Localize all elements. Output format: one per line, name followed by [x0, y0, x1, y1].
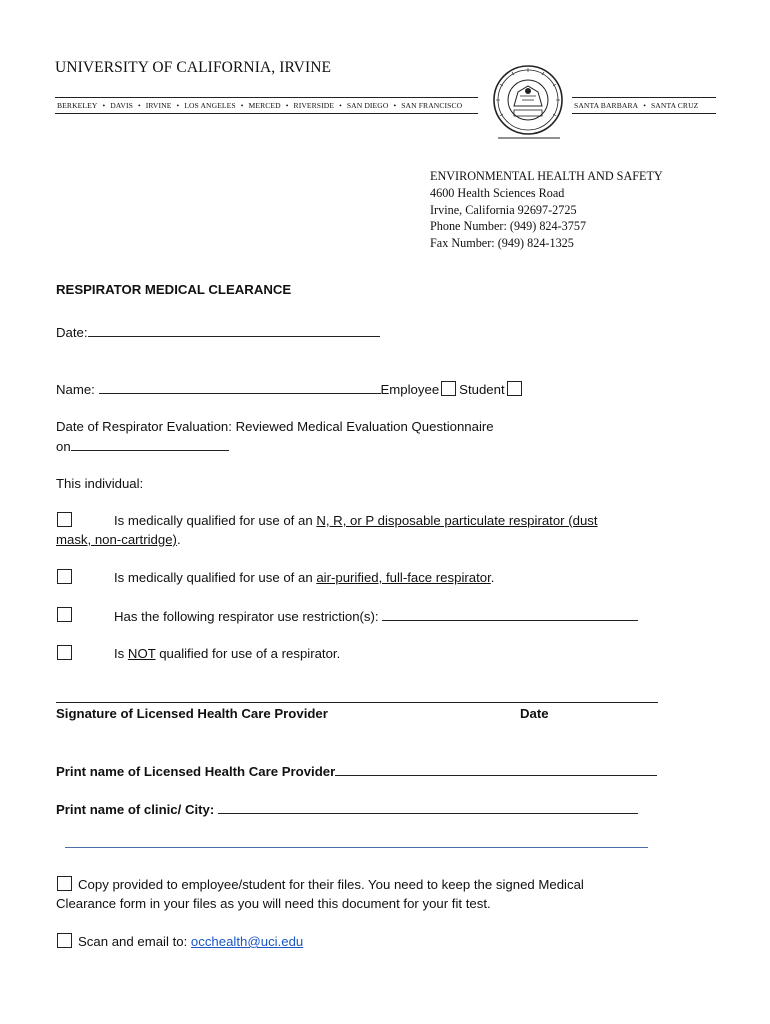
- option-particulate-suffix: .: [176, 532, 181, 547]
- campus-separator: •: [393, 101, 397, 110]
- campus-left-4: MERCED: [248, 101, 281, 110]
- signature-label: Signature of Licensed Health Care Provider: [56, 706, 328, 721]
- campus-list-left: [57, 101, 462, 110]
- campus-left-1: DAVIS: [110, 101, 133, 110]
- department-name: ENVIRONMENTAL HEALTH AND SAFETY: [430, 169, 663, 183]
- campus-right-1: SANTA CRUZ: [650, 101, 699, 110]
- campus-left-7: SAN FRANCISCO: [401, 101, 463, 110]
- option-fullface-text: [114, 570, 494, 585]
- campus-left-6: SAN DIEGO: [346, 101, 389, 110]
- scan-email-checkbox[interactable]: [57, 933, 72, 948]
- copy-provided-line1: Copy provided to employee/student for their files. You need to keep the signed Medical: [78, 877, 584, 892]
- date-label: Date:: [56, 325, 88, 340]
- campus-list-right: [574, 101, 698, 110]
- letterhead-rule-left-top: [55, 97, 478, 98]
- form-title: RESPIRATOR MEDICAL CLEARANCE: [56, 282, 292, 297]
- date-field[interactable]: [88, 324, 380, 337]
- phone-number: Phone Number: (949) 824-3757: [430, 219, 587, 234]
- name-label: Name:: [56, 382, 99, 397]
- print-clinic-field[interactable]: [218, 801, 638, 814]
- campus-left-3: LOS ANGELES: [184, 101, 236, 110]
- option-fullface-checkbox[interactable]: [57, 569, 72, 584]
- option-not-qualified-text: [114, 646, 340, 661]
- campus-separator: •: [339, 101, 342, 110]
- evaluation-row: [56, 438, 229, 454]
- email-link[interactable]: occhealth@uci.edu: [190, 934, 304, 949]
- option-particulate-prefix: Is medically qualified for use of an: [114, 513, 317, 528]
- option-particulate-checkbox[interactable]: [57, 512, 72, 527]
- campus-separator: •: [102, 101, 106, 110]
- option-fullface-prefix: Is medically qualified for use of an: [114, 570, 317, 585]
- signature-date-label: Date: [520, 706, 549, 721]
- campus-left-5: RIVERSIDE: [293, 101, 335, 110]
- option-not-qualified-checkbox[interactable]: [57, 645, 72, 660]
- name-field[interactable]: [99, 381, 381, 394]
- campus-separator: •: [137, 101, 141, 110]
- option-restriction-label: Has the following respirator use restriction(s):: [114, 609, 383, 624]
- option-particulate-underlined: N, R, or P disposable particulate respirator (dust: [316, 513, 598, 528]
- campus-separator: •: [643, 101, 646, 110]
- print-clinic-label: Print name of clinic/ City:: [56, 802, 218, 817]
- letterhead-rule-left-bottom: [55, 113, 478, 114]
- signature-line[interactable]: [56, 702, 658, 703]
- copy-provided-line2: Clearance form in your files as you will need this document for your fit test.: [56, 896, 491, 911]
- option-not-qualified-suffix: qualified for use of a respirator.: [155, 646, 341, 661]
- campus-separator: •: [240, 101, 244, 110]
- campus-right-0: SANTA BARBARA: [574, 101, 639, 110]
- student-label: Student: [459, 382, 505, 397]
- copy-provided-checkbox[interactable]: [57, 876, 72, 891]
- fax-number: Fax Number: (949) 824-1325: [430, 236, 574, 251]
- scan-email-label: Scan and email to:: [78, 934, 191, 949]
- scan-email-row: [78, 934, 303, 949]
- print-clinic-row: [56, 801, 638, 817]
- letterhead-rule-right-bottom: [572, 113, 716, 114]
- print-provider-label: Print name of Licensed Health Care Provider: [56, 764, 336, 779]
- campus-left-0: BERKELEY: [57, 101, 98, 110]
- campus-left-2: IRVINE: [145, 101, 172, 110]
- name-row: [56, 381, 525, 397]
- option-restriction-row: [114, 608, 638, 624]
- option-particulate-underlined-2: mask, non-cartridge): [56, 532, 177, 547]
- student-checkbox[interactable]: [507, 381, 522, 396]
- option-not-qualified-prefix: Is: [114, 646, 128, 661]
- employee-checkbox[interactable]: [441, 381, 456, 396]
- option-particulate-text-line2: [56, 532, 181, 547]
- section-divider: [65, 847, 648, 848]
- print-provider-row: [56, 763, 657, 779]
- city-address: Irvine, California 92697-2725: [430, 202, 577, 217]
- address-block: [430, 168, 730, 252]
- campus-separator: •: [285, 101, 289, 110]
- restriction-field[interactable]: [382, 608, 638, 621]
- evaluation-line1: Date of Respirator Evaluation: Reviewed Medical Evaluation Questionnaire: [56, 419, 494, 434]
- print-provider-field[interactable]: [335, 763, 657, 776]
- university-seal: [484, 62, 572, 142]
- evaluation-on-label: on: [56, 439, 71, 454]
- street-address: 4600 Health Sciences Road: [430, 185, 565, 200]
- evaluation-date-field[interactable]: [71, 438, 229, 451]
- letterhead-rule-right-top: [572, 97, 716, 98]
- employee-label: Employee: [380, 382, 440, 397]
- option-particulate-text: [114, 513, 598, 528]
- option-fullface-underlined: air-purified, full-face respirator: [316, 570, 491, 585]
- option-restriction-checkbox[interactable]: [57, 607, 72, 622]
- date-row: [56, 324, 380, 340]
- option-fullface-suffix: .: [490, 570, 495, 585]
- individual-label: This individual:: [56, 476, 144, 491]
- university-title: UNIVERSITY OF CALIFORNIA, IRVINE: [55, 59, 332, 76]
- campus-separator: •: [176, 101, 180, 110]
- option-not-qualified-underlined: NOT: [127, 646, 156, 661]
